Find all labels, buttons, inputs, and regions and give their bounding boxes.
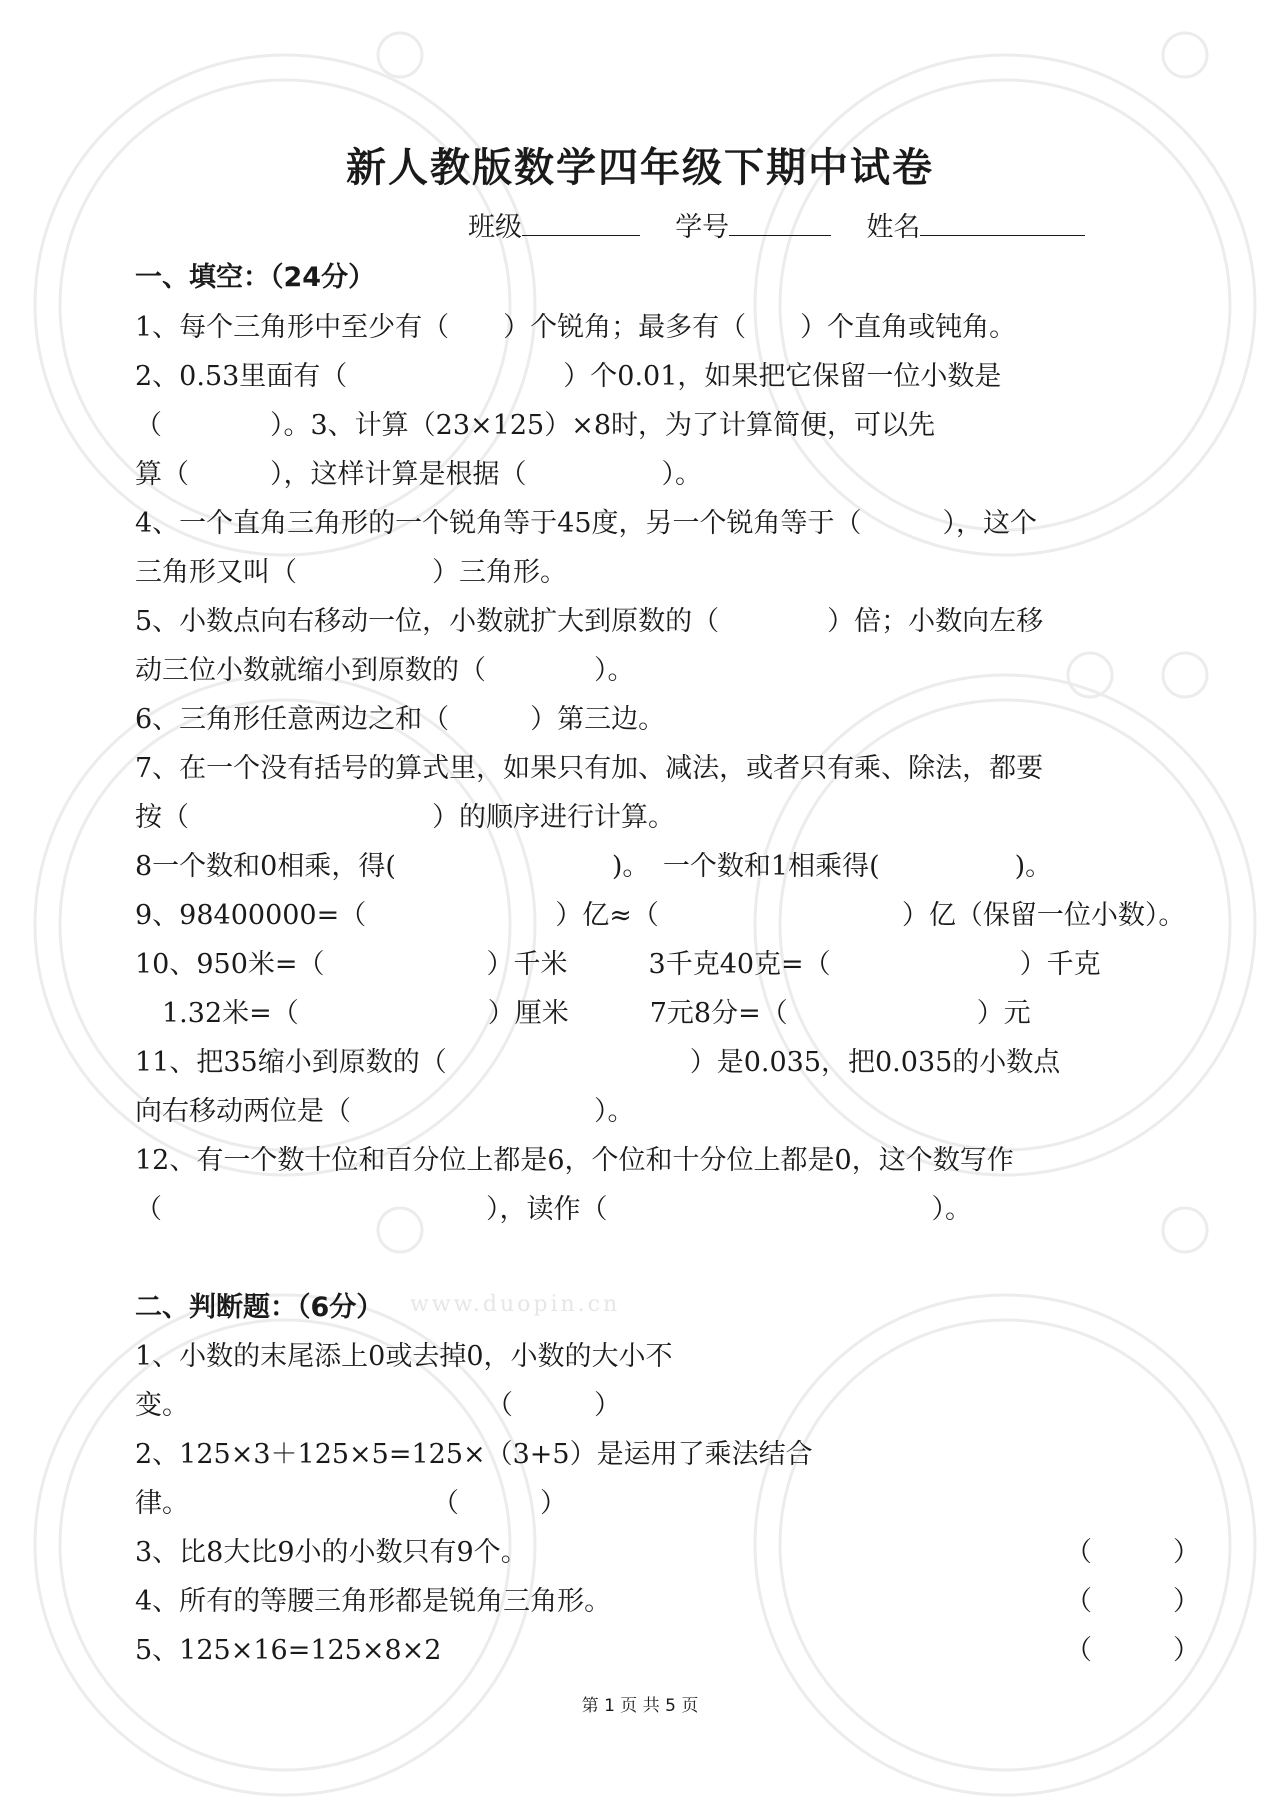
section1-line: 2、0.53里面有（ ）个0.01，如果把它保留一位小数是 (135, 361, 1002, 392)
page-title: 新人教版数学四年级下期中试卷 (346, 145, 934, 191)
section2-line: 4、所有的等腰三角形都是锐角三角形。 (135, 1586, 612, 1617)
section2-line: 1、小数的末尾添上0或去掉0，小数的大小不 (135, 1341, 673, 1372)
section1-line: （ ）。3、计算（23×125）×8时，为了计算简便，可以先 (135, 410, 935, 441)
url-watermark: www.duopin.cn (410, 1292, 621, 1317)
name-label: 姓名 (866, 212, 921, 243)
section2-line: 变。 （ ） (135, 1390, 621, 1421)
section1-line: 4、一个直角三角形的一个锐角等于45度，另一个锐角等于（ ），这个 (135, 508, 1038, 539)
section1-line: 向右移动两位是（ ）。 (135, 1096, 635, 1127)
section1-line: 10、950米=（ ）千米 3千克40克=（ ）千克 (135, 949, 1101, 980)
answer-bracket[interactable]: （ ） (1065, 1586, 1200, 1617)
section1-line: （ ），读作（ ）。 (135, 1194, 972, 1225)
student-info-row (468, 205, 1085, 244)
section1-line: 11、把35缩小到原数的（ ）是0.035，把0.035的小数点 (135, 1047, 1061, 1078)
name-blank[interactable] (920, 211, 1085, 236)
section1-line: 9、98400000=（ ）亿≈（ ）亿（保留一位小数）。 (135, 900, 1186, 931)
section1-line: 12、有一个数十位和百分位上都是6，个位和十分位上都是0，这个数写作 (135, 1145, 1014, 1176)
section1-line: 8一个数和0相乘，得( )。 一个数和1相乘得( )。 (135, 851, 1053, 882)
section1-line: 动三位小数就缩小到原数的（ ）。 (135, 655, 635, 686)
section1-line: 算（ ），这样计算是根据（ ）。 (135, 459, 702, 490)
section2-heading: 二、判断题：（6分） (135, 1292, 384, 1323)
section1-line: 1.32米=（ ）厘米 7元8分=（ ）元 (135, 998, 1031, 1029)
section2-line: 3、比8大比9小的小数只有9个。 (135, 1537, 528, 1568)
section1-line: 按（ ）的顺序进行计算。 (135, 802, 675, 833)
class-blank[interactable] (522, 211, 640, 236)
section2-line: 2、125×3＋125×5=125×（3+5）是运用了乘法结合 (135, 1439, 813, 1470)
number-blank[interactable] (729, 211, 831, 236)
section1-line: 5、小数点向右移动一位，小数就扩大到原数的（ ）倍；小数向左移 (135, 606, 1044, 637)
section1-line: 1、每个三角形中至少有（ ）个锐角；最多有（ ）个直角或钝角。 (135, 312, 1017, 343)
section1-line: 6、三角形任意两边之和（ ）第三边。 (135, 704, 666, 735)
answer-bracket[interactable]: （ ） (1065, 1635, 1200, 1666)
section2-line: 律。 （ ） (135, 1488, 567, 1519)
number-label: 学号 (675, 212, 730, 243)
section2-line: 5、125×16=125×8×2 (135, 1635, 442, 1666)
class-label: 班级 (468, 212, 522, 243)
answer-bracket[interactable]: （ ） (1065, 1537, 1200, 1568)
section1-line: 7、在一个没有括号的算式里，如果只有加、减法，或者只有乘、除法，都要 (135, 753, 1044, 784)
page-footer: 第 1 页 共 5 页 (581, 1696, 699, 1716)
section1-heading: 一、填空：（24分） (135, 262, 376, 293)
section1-line: 三角形又叫（ ）三角形。 (135, 557, 567, 588)
